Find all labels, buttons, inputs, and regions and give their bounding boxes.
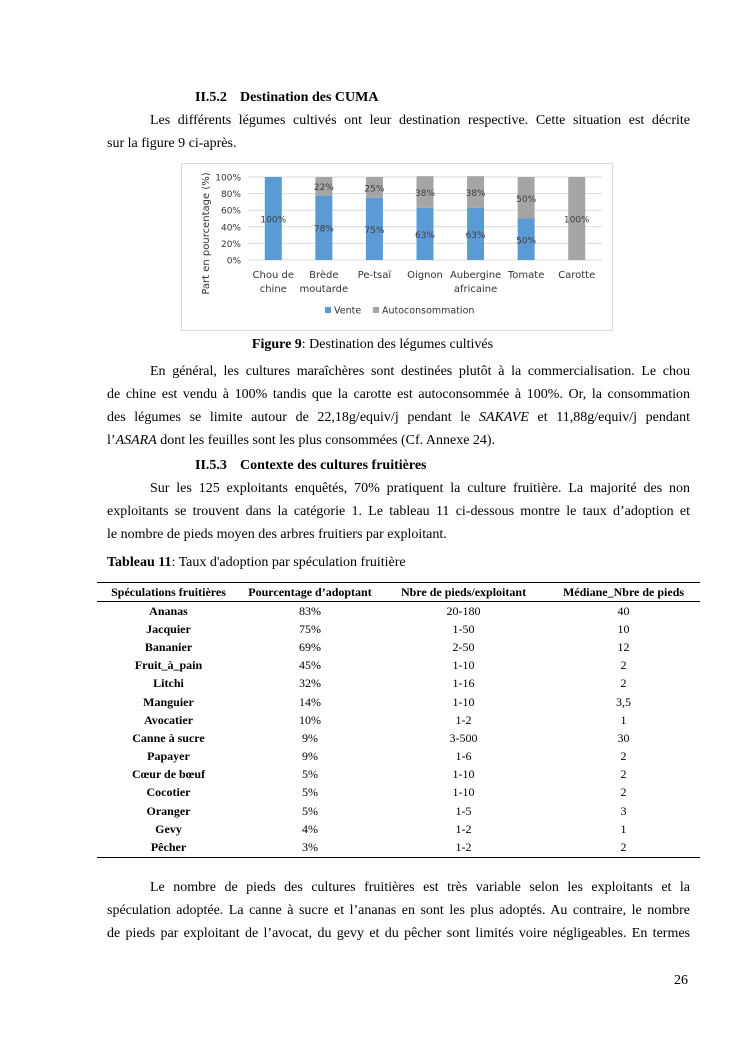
table-cell: 3 — [620, 803, 627, 818]
table-cell: 5% — [302, 767, 318, 782]
table-row — [97, 838, 700, 857]
text-run: et 11,88g/equiv/j pendant — [528, 410, 690, 425]
table-cell: 45% — [299, 658, 321, 673]
table-title — [107, 555, 406, 571]
table-row — [97, 820, 700, 838]
table-cell: 5% — [302, 785, 318, 800]
x-tick-label: Tomate — [507, 270, 545, 281]
table-cell: 9% — [302, 730, 318, 745]
paragraph-line: En général, les cultures maraîchères sont destinées plutôt à la commercialisation. Le chou — [150, 364, 690, 379]
table-row — [97, 602, 700, 621]
legend-swatch — [325, 307, 331, 313]
table-cell: 1-50 — [452, 621, 475, 636]
table-header-row — [97, 583, 700, 602]
table-cell: 1-2 — [455, 712, 472, 727]
paragraph-3 — [107, 477, 690, 546]
table-row-label: Papayer — [147, 749, 190, 764]
paragraph-line: Les différents légumes cultivés ont leur destination respective. Cette situation est décrite — [150, 113, 690, 128]
y-tick-label: 40% — [220, 223, 241, 234]
data-label: 50% — [516, 194, 537, 205]
table-cell: 1-10 — [452, 785, 475, 800]
y-axis-label: Part en pourcentage (%) — [201, 172, 212, 295]
legend-label: Vente — [334, 305, 362, 317]
table-row-label: Jacquier — [146, 621, 191, 636]
section-heading-ii-5-2 — [195, 90, 378, 106]
data-label: 38% — [414, 188, 436, 199]
data-label: 63% — [414, 230, 436, 241]
legend-label: Autoconsommation — [382, 305, 475, 317]
table-cell: 2 — [620, 676, 627, 691]
table-row-label: Ananas — [149, 603, 188, 618]
table-cell: 40 — [617, 603, 630, 618]
paragraph-2 — [107, 360, 690, 452]
table-cell: 3,5 — [616, 694, 631, 709]
x-tick-label: Chou de — [252, 270, 295, 281]
table-row-label: Cœur de bœuf — [131, 767, 206, 782]
paragraph-line: Le nombre de pieds des cultures fruitières est très variable selon les exploitants et la — [150, 880, 690, 895]
text-run: dont les feuilles sont les plus consommées (Cf. Annexe 24). — [156, 433, 496, 448]
data-label: 100% — [563, 215, 590, 226]
table-cell: 1-10 — [452, 658, 475, 673]
table-cell: 1 — [620, 712, 627, 727]
table-row — [97, 657, 700, 675]
table-cell: 5% — [302, 803, 318, 818]
table-cell: 32% — [299, 676, 321, 691]
table-row-label: Fruit_à_pain — [134, 658, 203, 673]
table-row-label: Manguier — [143, 694, 194, 709]
table-row-label: Litchi — [153, 676, 184, 691]
table-cell: 1-5 — [455, 803, 472, 818]
table-header-cell: Pourcentage d’adoptant — [240, 583, 380, 602]
table-row-label: Pêcher — [97, 838, 240, 857]
figure-9-chart — [181, 163, 613, 331]
data-label: 38% — [465, 188, 486, 199]
data-label: 75% — [364, 225, 385, 236]
table-cell: 9% — [302, 749, 318, 764]
table-cell: 69% — [299, 639, 321, 654]
y-tick-label: 80% — [220, 190, 241, 201]
x-tick-label: Brède — [309, 270, 339, 281]
paragraph-line — [107, 429, 690, 452]
table-cell: 14% — [299, 694, 321, 709]
legend-swatch — [373, 307, 379, 313]
y-tick-label: 20% — [220, 239, 241, 250]
table-row-label: Cocotier — [146, 785, 191, 800]
table-cell: 10 — [617, 621, 630, 636]
italic-term: ASARA — [115, 433, 157, 448]
table-row — [97, 638, 700, 656]
paragraph-line: de chine est vendu à 100% tandis que la carotte est autoconsommée à 100%. Or, la consommation — [107, 387, 690, 402]
x-tick-label: Oignon — [407, 270, 443, 281]
italic-term: SAKAVE — [479, 410, 529, 425]
table-cell: 1 — [620, 821, 627, 836]
table-row — [97, 711, 700, 729]
table-cell: 10% — [299, 712, 321, 727]
table-row — [97, 784, 700, 802]
chart-svg — [182, 164, 614, 332]
section-title: Contexte des cultures fruitières — [240, 458, 427, 473]
x-tick-label: africaine — [453, 284, 498, 295]
x-tick-label: Aubergine — [449, 270, 502, 281]
table-cell: 3% — [240, 838, 380, 857]
table-row — [97, 693, 700, 711]
x-tick-label: Carotte — [558, 270, 596, 281]
table-row-label: Canne à sucre — [132, 730, 205, 745]
table-cell: 1-16 — [452, 676, 475, 691]
table-row-label: Bananier — [144, 639, 193, 654]
y-tick-label: 60% — [220, 206, 241, 217]
data-label: 50% — [516, 236, 537, 247]
table-cell: 12 — [617, 639, 630, 654]
paragraph-line: le nombre de pieds moyen des arbres fruitiers par exploitant. — [107, 527, 447, 542]
section-heading-ii-5-3 — [195, 458, 427, 474]
x-tick-label: chine — [259, 284, 287, 295]
table-cell: 75% — [299, 621, 321, 636]
table-cell: 30 — [617, 730, 630, 745]
section-number: II.5.2 — [195, 90, 227, 105]
paragraph-line: exploitants se trouvent dans la catégorie 1. Le tableau 11 ci-dessous montre le taux d’adoption et — [107, 504, 690, 519]
data-label: 63% — [465, 230, 486, 241]
table-body — [97, 602, 700, 858]
fruit-adoption-table — [97, 582, 700, 858]
table-cell: 20-180 — [446, 603, 481, 618]
paragraph-line — [107, 406, 690, 429]
page-number: 26 — [674, 973, 688, 988]
table-header-cell: Nbre de pieds/exploitant — [380, 583, 547, 602]
table-cell: 1-10 — [452, 767, 475, 782]
table-cell: 2 — [620, 785, 627, 800]
paragraph-line: de pieds par exploitant de l’avocat, du gevy et du pêcher sont limités voire négligeables. En termes — [107, 926, 690, 941]
figure-caption-text: : Destination des légumes cultivés — [301, 337, 494, 352]
y-tick-label: 0% — [226, 256, 241, 267]
x-tick-label: Pe-tsaï — [357, 270, 392, 281]
table-cell: 4% — [302, 821, 318, 836]
table-row-label: Oranger — [146, 803, 191, 818]
text-run: l’ — [107, 433, 116, 448]
data-label: 100% — [260, 215, 287, 226]
section-number: II.5.3 — [195, 458, 227, 473]
figure-caption — [0, 337, 745, 353]
x-tick-label: moutarde — [299, 284, 349, 295]
text-run: des légumes se limite autour de 22,18g/equiv/j pendant le — [107, 410, 480, 425]
table-row — [97, 802, 700, 820]
table-row — [97, 675, 700, 693]
table-row — [97, 766, 700, 784]
table-cell: 1-6 — [455, 749, 472, 764]
data-label: 22% — [313, 183, 334, 194]
table-cell: 2 — [547, 838, 700, 857]
table-cell: 3-500 — [449, 730, 478, 745]
table-row-label: Gevy — [155, 821, 182, 836]
table-row — [97, 748, 700, 766]
section-title: Destination des CUMA — [240, 90, 379, 105]
table-header-cell: Spéculations fruitières — [97, 583, 240, 602]
table-row-label: Avocatier — [143, 712, 194, 727]
data-label: 25% — [364, 184, 385, 195]
table-cell: 1-2 — [455, 821, 472, 836]
paragraph-line: Sur les 125 exploitants enquêtés, 70% pratiquent la culture fruitière. La majorité des non — [150, 481, 690, 496]
paragraph-4 — [107, 876, 690, 945]
table-header-cell: Médiane_Nbre de pieds — [547, 583, 700, 602]
table-cell: 2 — [620, 767, 627, 782]
table-cell: 83% — [299, 603, 321, 618]
table-title-text: : Taux d'adoption par spéculation fruitière — [171, 555, 406, 570]
table-row — [97, 729, 700, 747]
table-cell: 1-10 — [452, 694, 475, 709]
y-tick-label: 100% — [215, 173, 241, 184]
table-label: Tableau 11 — [107, 555, 172, 570]
table-cell: 2-50 — [452, 639, 475, 654]
table-cell: 2 — [620, 749, 627, 764]
table-row — [97, 620, 700, 638]
data-label: 78% — [313, 224, 334, 235]
figure-label: Figure 9 — [251, 337, 302, 352]
table-cell: 2 — [620, 658, 627, 673]
table-cell: 1-2 — [380, 838, 547, 857]
paragraph-line: sur la figure 9 ci-après. — [107, 136, 237, 151]
paragraph-line: spéculation adoptée. La canne à sucre et l’ananas en sont les plus adoptés. Au contraire, le nombre — [107, 903, 690, 918]
paragraph-1 — [107, 109, 690, 155]
